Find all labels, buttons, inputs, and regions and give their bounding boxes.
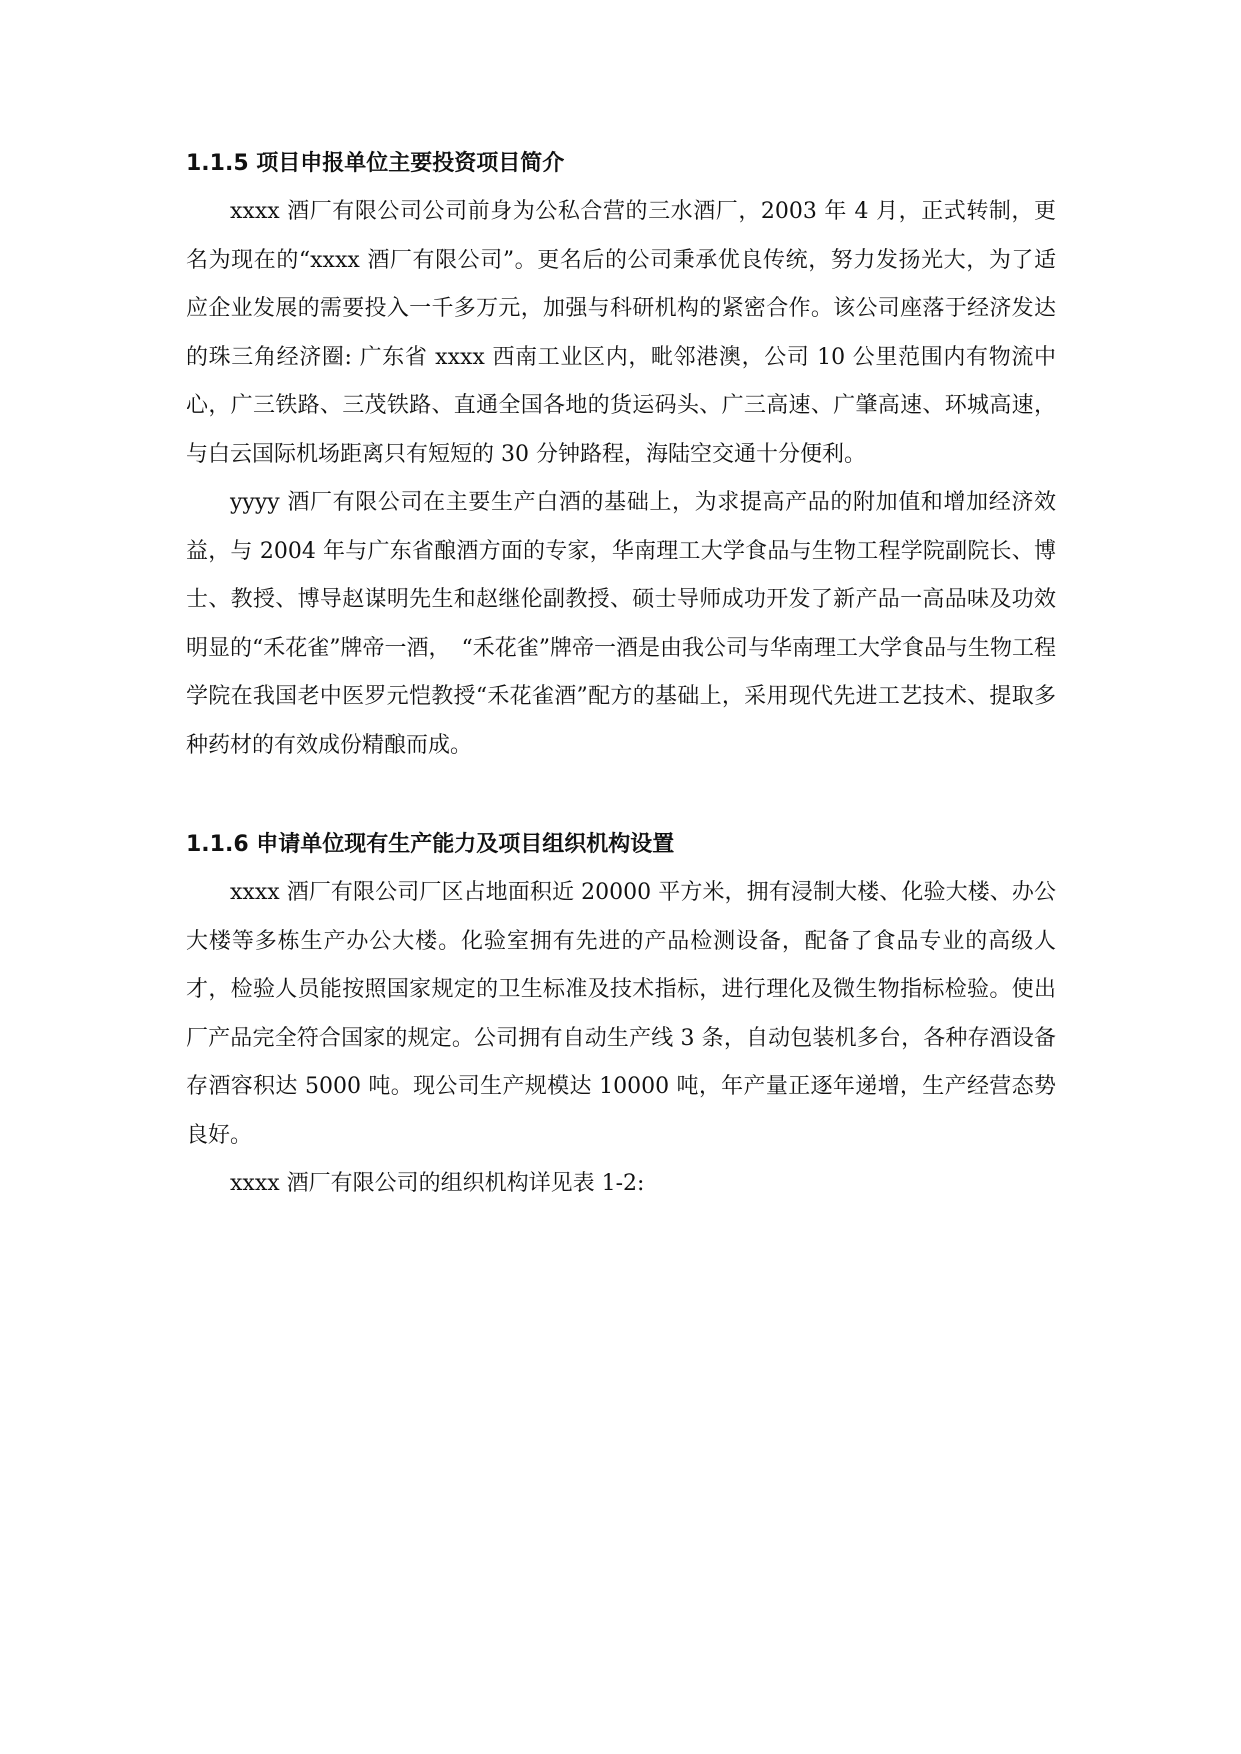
- paragraph-organization-reference: xxxx 酒厂有限公司的组织机构详见表 1-2:: [230, 1171, 645, 1196]
- section-heading-1-1-5: 1.1.5 项目申报单位主要投资项目简介: [186, 151, 565, 176]
- paragraph-company-history: xxxx 酒厂有限公司公司前身为公私合营的三水酒厂，2003 年 4 月，正式转制，更名为现在的“xxxx 酒厂有限公司”。更名后的公司秉承优良传统，努力发扬光大，为了适应企业发展的需要投入一千多万元，加强与科研机构的紧密合作。该公司座落于经济发达的珠三角经济圈: 广东省 xxxx 西南工业区内，毗邻港澳，公司 10 公里范围内有物流中心，广三铁路、三茂铁路、直通全国各地的货运码头、广三高速、广肇高速、环城高速，与白云国际机场距离只有短短的 30 分钟路程，海陆空交通十分便利。: [186, 199, 1056, 467]
- paragraph-production-capacity: xxxx 酒厂有限公司厂区占地面积近 20000 平方米，拥有浸制大楼、化验大楼、办公大楼等多栋生产办公大楼。化验室拥有先进的产品检测设备，配备了食品专业的高级人才，检验人员能按照国家规定的卫生标准及技术指标，进行理化及微生物指标检验。使出厂产品完全符合国家的规定。公司拥有自动生产线 3 条，自动包装机多台，各种存酒设备存酒容积达 5000 吨。现公司生产规模达 10000 吨，年产量正逐年递增，生产经营态势良好。: [186, 880, 1056, 1148]
- page-content: [186, 140, 1056, 1209]
- paragraph-new-product: yyyy 酒厂有限公司在主要生产白酒的基础上，为求提高产品的附加值和增加经济效益，与 2004 年与广东省酿酒方面的专家，华南理工大学食品与生物工程学院副院长、博士、教授、博导赵谋明先生和赵继伦副教授、硕士导师成功开发了新产品一高品味及功效明显的“禾花雀”牌帝一酒， “禾花雀”牌帝一酒是由我公司与华南理工大学食品与生物工程学院在我国老中医罗元恺教授“禾花雀酒”配方的基础上，采用现代先进工艺技术、提取多种药材的有效成份精酿而成。: [186, 490, 1056, 758]
- section-heading-1-1-6: 1.1.6 申请单位现有生产能力及项目组织机构设置: [186, 832, 675, 857]
